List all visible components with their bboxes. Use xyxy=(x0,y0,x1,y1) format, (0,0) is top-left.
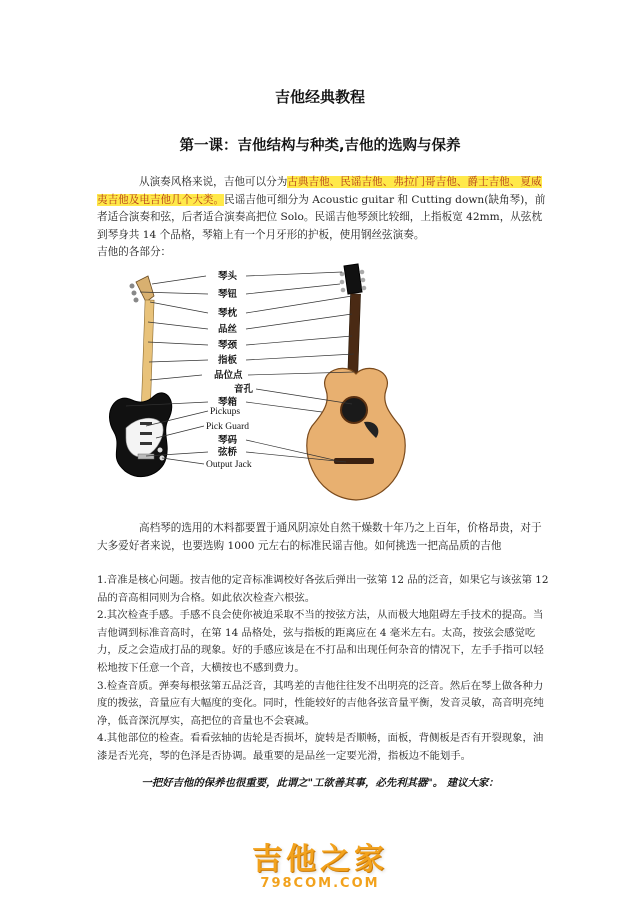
selection-paragraph xyxy=(97,520,549,555)
guitar-parts-figure xyxy=(96,262,552,514)
document-title: 吉他经典教程 xyxy=(274,88,365,106)
label-output-jack: Output Jack xyxy=(206,460,252,470)
selection-text: 高档琴的选用的木料都要置于通风阴凉处自然干燥数十年乃之上百年，价格昂贵，对于大多爱好者来说，也要选购 1000 元左右的标准民谣吉他。如何挑选一把高品质的吉他 xyxy=(97,522,542,552)
parts-caption: 吉他的各部分： xyxy=(97,246,172,258)
site-watermark xyxy=(0,834,640,891)
label-neck: 琴颈 xyxy=(218,340,238,351)
checklist-item: 3.检查音质。弹奏每根弦第五品泛音，其鸣差的吉他往往发不出明亮的泛音。然后在琴上做各种力度的拨弦，音量应有大幅度的变化。同时，性能较好的吉他各弦音量平衡，发音灵敏，高音明亮纯净，低音深沉厚实，高把位的音量也不会衰减。 xyxy=(97,679,544,727)
label-frets: 品丝 xyxy=(218,324,238,335)
intro-paragraph xyxy=(97,174,549,244)
intro-lead: 从演奏风格来说，吉他可以分为 xyxy=(139,176,288,188)
intro-highlight: 古典吉他、民谣吉他、弗拉门哥吉他、爵士吉他、夏威夷吉他及电吉他几个大类。 xyxy=(97,176,542,206)
checklist-item: 4.其他部位的检查。看看弦轴的齿轮是否损坏，旋转是否顺畅，面板，背侧板是否有开裂现象，油漆是否光亮，琴的色泽是否协调。最重要的是品丝一定要光滑，指板边不能划手。 xyxy=(97,732,544,762)
electric-guitar-illustration xyxy=(109,276,171,477)
label-bridge: 琴码 xyxy=(218,435,238,446)
label-fingerboard: 指板 xyxy=(218,355,238,366)
closing-line: 一把好吉他的保养也很重要，此谓之"工欲善其事，必先利其器"。 建议大家： xyxy=(141,777,499,789)
label-tuners: 琴钮 xyxy=(218,289,238,300)
acoustic-guitar-illustration xyxy=(307,264,405,500)
label-saddle: 弦桥 xyxy=(218,447,238,458)
checklist-item: 1.音准是核心问题。按吉他的定音标准调校好各弦后弹出一弦第 12 品的泛音，如果它与该弦第 12 品的音高相同则为合格。如此依次检查六根弦。 xyxy=(97,574,549,604)
label-pick-guard: Pick Guard xyxy=(206,422,250,432)
checklist xyxy=(97,572,549,766)
intro-rest: 民谣吉他可细分为 Acoustic guitar 和 Cutting down(缺角琴)，前者适合演奏和弦，后者适合演奏高把位 Solo。民谣吉他琴颈比较细，上指板宽 42mm，从弦枕到琴身共 14 个品格，琴箱上有一个月牙形的护板，使用钢丝弦演奏。 xyxy=(97,193,546,241)
watermark-logo-text: 吉他之家 xyxy=(252,842,388,877)
watermark-url: 798COM.COM xyxy=(260,876,380,891)
guitar-parts-diagram xyxy=(96,262,552,514)
label-pickups: Pickups xyxy=(210,407,241,417)
label-sound-hole: 音孔 xyxy=(234,384,254,395)
label-position-markers: 品位点 xyxy=(214,370,243,381)
label-body: 琴箱 xyxy=(218,397,238,408)
label-headstock: 琴头 xyxy=(218,271,238,282)
label-nut: 琴枕 xyxy=(218,308,238,319)
lesson-subtitle: 第一课：吉他结构与种类,吉他的选购与保养 xyxy=(179,138,461,154)
checklist-item: 2.其次检查手感。手感不良会使你被迫采取不当的按弦方法，从而极大地阻碍左手技术的提高。当吉他调到标准音高时，在第 14 品格处，弦与指板的距离应在 4 毫米左右。太高，按弦会感觉吃力，反之会造成打品的现象。好的手感应该是在不打品和出现任何杂音的情况下，左手手指可以轻松地按下任意一个音，大横按也不感到费力。 xyxy=(97,609,544,674)
